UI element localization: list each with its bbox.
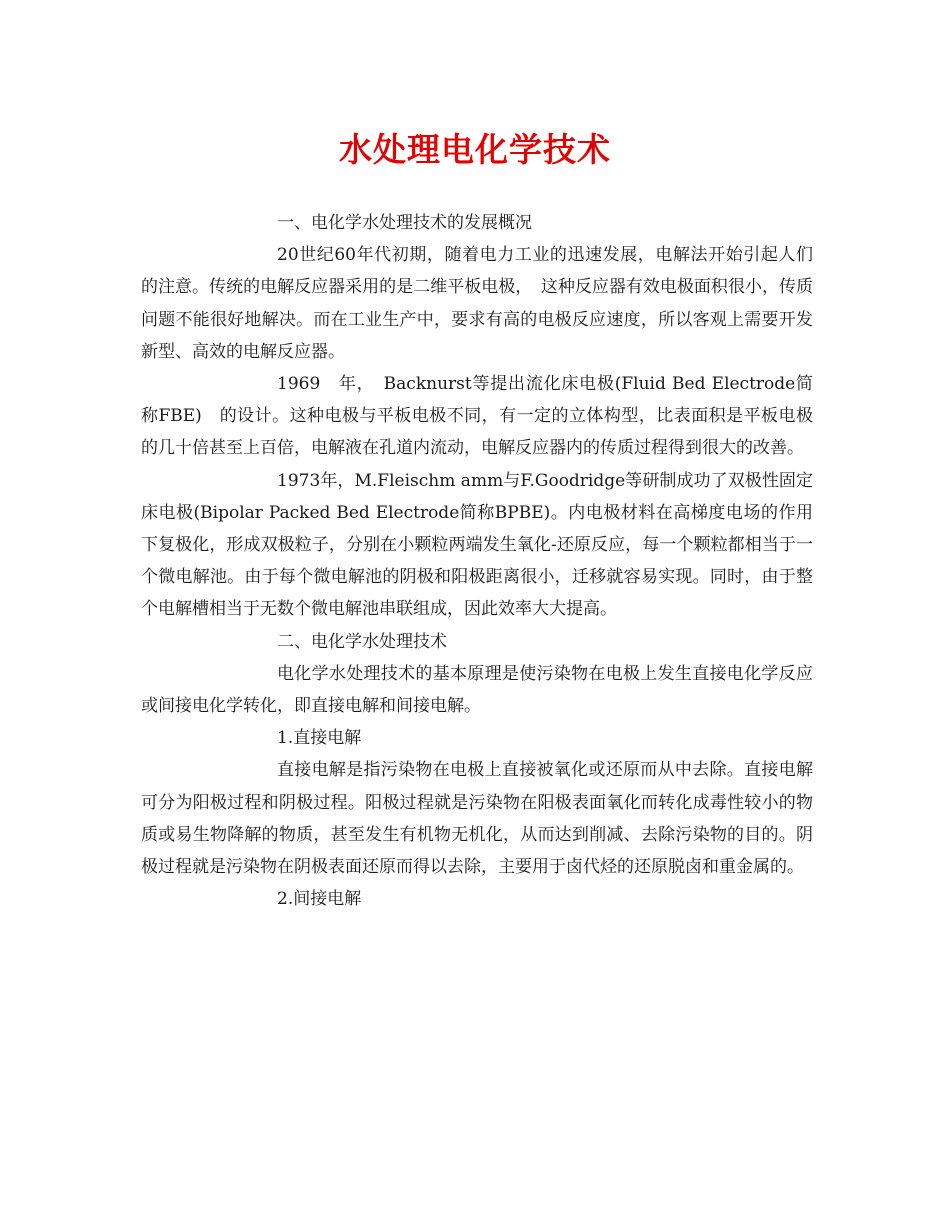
document-body (141, 207, 813, 915)
paragraph-2: 1969 年， Backnurst等提出流化床电极(Fluid Bed Electrode简称FBE) 的设计。这种电极与平板电极不同，有一定的立体构型，比表面积是平板电极的几十倍甚至上百倍，电解液在孔道内流动，电解反应器内的传质过程得到很大的改善。 (141, 374, 813, 459)
section-heading-2: 二、电化学水处理技术 (277, 631, 447, 652)
paragraph-1: 20世纪60年代初期，随着电力工业的迅速发展，电解法开始引起人们的注意。传统的电解反应器采用的是二维平板电极， 这种反应器有效电极面积很小，传质问题不能很好地解决。而在工业生产中，要求有高的电极反应速度，所以客观上需要开发新型、高效的电解反应器。 (141, 245, 813, 362)
paragraph-4: 电化学水处理技术的基本原理是使污染物在电极上发生直接电化学反应或间接电化学转化，即直接电解和间接电解。 (141, 663, 813, 717)
document-title: 水处理电化学技术 (339, 130, 611, 169)
paragraph-3: 1973年，M.Fleischm amm与F.Goodridge等研制成功了双极性固定床电极(Bipolar Packed Bed Electrode简称BPBE)。内电极材料在高梯度电场的作用下复极化，形成双极粒子，分别在小颗粒两端发生氧化-还原反应，每一个颗粒都相当于一个微电解池。由于每个微电解池的阴极和阳极距离很小，迁移就容易实现。同时，由于整个电解槽相当于无数个微电解池串联组成，因此效率大大提高。 (141, 470, 813, 620)
subsection-heading-2: 2.间接电解 (277, 889, 362, 910)
subsection-heading-1: 1.直接电解 (277, 728, 362, 749)
section-heading-1: 一、电化学水处理技术的发展概况 (277, 213, 532, 233)
paragraph-5: 直接电解是指污染物在电极上直接被氧化或还原而从中去除。直接电解可分为阳极过程和阴极过程。阳极过程就是污染物在阳极表面氧化而转化成毒性较小的物质或易生物降解的物质，甚至发生有机物无机化，从而达到削减、去除污染物的目的。阴极过程就是污染物在阴极表面还原而得以去除，主要用于卤代烃的还原脱卤和重金属的。 (141, 760, 813, 878)
